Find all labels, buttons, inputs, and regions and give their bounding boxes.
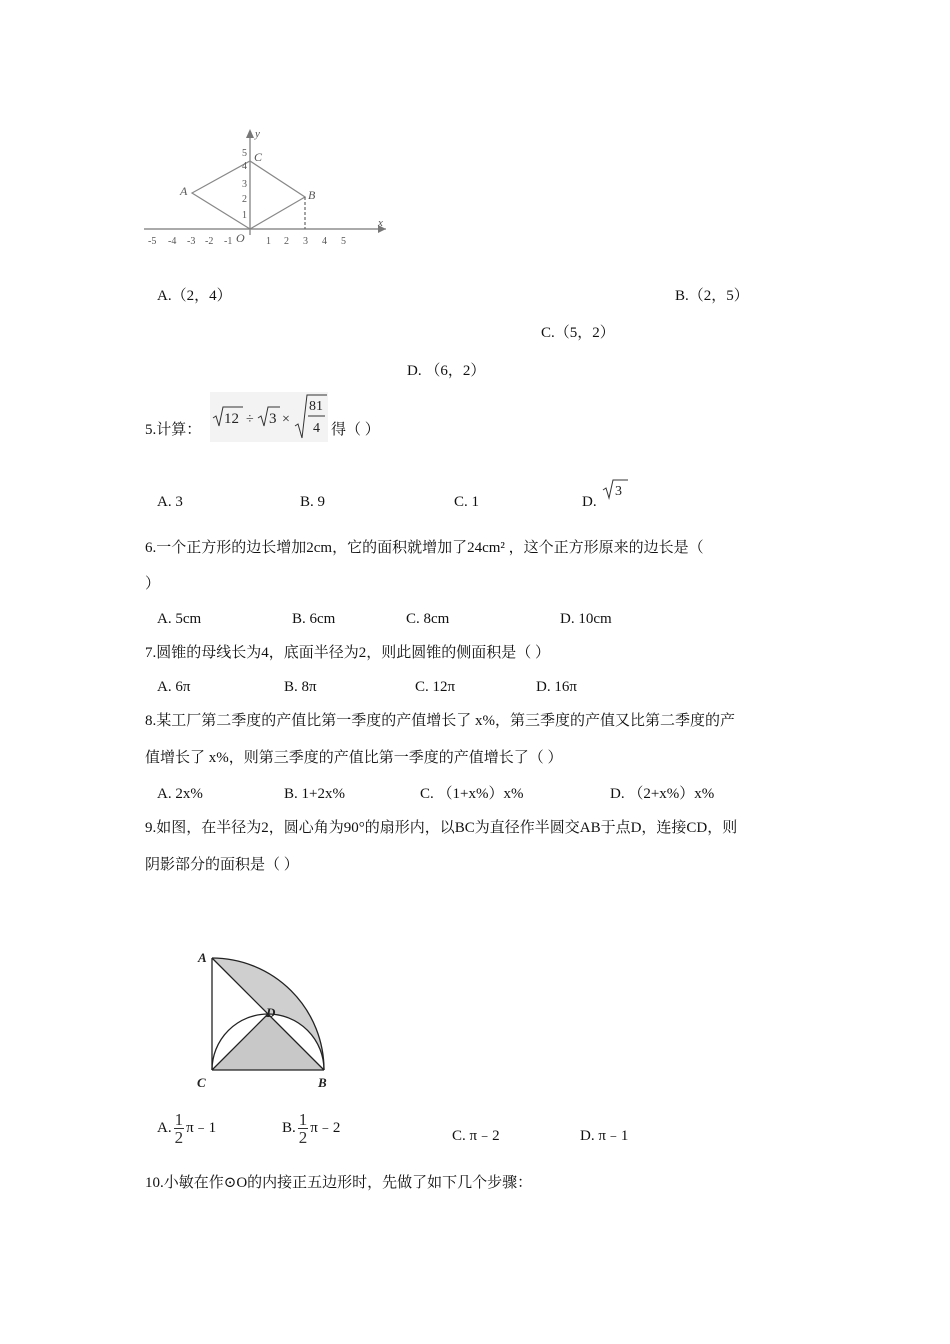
point-a-label: A: [198, 950, 207, 965]
q6-option-a: A. 5cm: [157, 611, 202, 627]
option-label: A.: [157, 1120, 172, 1136]
q7-option-d: D. 16π: [536, 679, 577, 695]
q6-text-line2: ）: [145, 576, 161, 592]
coordinate-figure: [140, 125, 390, 250]
q5-prefix: 5.计算：: [145, 422, 202, 438]
q7-option-b: B. 8π: [284, 679, 317, 695]
q8-option-a: A. 2x%: [157, 786, 203, 802]
q9-text-line2: 阴影部分的面积是（ ）: [145, 857, 299, 873]
y-tick-5: 5: [242, 148, 247, 159]
sqrt-3-radicand: 3: [615, 484, 622, 499]
origin-label: O: [236, 231, 245, 245]
q6-text-line1: 6.一个正方形的边长增加2cm，它的面积就增加了24cm² ，这个正方形原来的边长是（: [145, 540, 704, 556]
q4-option-b: B.（2，5）: [675, 288, 749, 304]
q9-text-line1: 9.如图，在半径为2，圆心角为90°的扇形内，以BC为直径作半圆交AB于点D，连接CD，则: [145, 820, 738, 836]
y-tick-4: 4: [242, 161, 247, 172]
y-axis-arrow: [246, 129, 254, 138]
x-tick-neg3: -3: [187, 236, 196, 247]
x-tick-1: 1: [266, 236, 271, 247]
q5-option-a: A. 3: [157, 494, 183, 510]
q9-option-c: C. π﹣2: [452, 1128, 500, 1144]
point-c-label: C: [254, 150, 263, 164]
divide-sign: ÷: [246, 412, 254, 427]
x-tick-neg1: -1: [224, 236, 233, 247]
x-tick-4: 4: [322, 236, 327, 247]
y-tick-2: 2: [242, 194, 247, 205]
x-tick-neg2: -2: [205, 236, 214, 247]
q5-option-d: D.: [582, 494, 597, 510]
option-tail: π﹣1: [186, 1120, 217, 1136]
option-label: B.: [282, 1120, 296, 1136]
point-c-label: C: [197, 1075, 206, 1090]
sector-figure: [190, 945, 340, 1090]
x-tick-neg4: -4: [168, 236, 177, 247]
x-axis-label: x: [378, 217, 383, 229]
q7-option-a: A. 6π: [157, 679, 191, 695]
q9-option-a: [157, 1108, 216, 1148]
sqrt-3-radicand: 3: [269, 411, 277, 427]
y-axis-label: y: [255, 128, 260, 140]
q4-option-c: C.（5，2）: [541, 325, 615, 341]
fraction-one-half: $\frac{1}{2}$: [174, 1110, 184, 1148]
q4-option-a: A.（2，4）: [157, 288, 232, 304]
q5-option-b: B. 9: [300, 494, 326, 510]
q4-option-d: D. （6，2）: [407, 363, 486, 379]
y-tick-3: 3: [242, 179, 247, 190]
rhombus-abco: [192, 161, 305, 229]
point-b-label: B: [318, 1075, 327, 1090]
fraction-denominator: 4: [313, 421, 320, 436]
q5-formula: [210, 392, 328, 442]
sqrt-12-radicand: 12: [224, 411, 239, 427]
q7-text: 7.圆锥的母线长为4，底面半径为2，则此圆锥的侧面积是（ ）: [145, 645, 551, 661]
q8-text-line1: 8.某工厂第二季度的产值比第一季度的产值增长了 x%，第三季度的产值又比第二季度的产: [145, 713, 735, 729]
q8-option-d: D. （2+x%）x%: [610, 786, 715, 802]
y-tick-1: 1: [242, 210, 247, 221]
x-tick-5: 5: [341, 236, 346, 247]
q5-option-c: C. 1: [454, 494, 480, 510]
x-tick-neg5: -5: [148, 236, 157, 247]
q8-option-c: C. （1+x%）x%: [420, 786, 524, 802]
q9-option-b: [282, 1108, 340, 1148]
q6-option-c: C. 8cm: [406, 611, 450, 627]
q6-option-d: D. 10cm: [560, 611, 612, 627]
q10-text: 10.小敏在作⊙O的内接正五边形时，先做了如下几个步骤：: [145, 1175, 533, 1191]
q8-option-b: B. 1+2x%: [284, 786, 345, 802]
times-sign: ×: [282, 412, 290, 427]
fraction-one-half: $\frac{1}{2}$: [298, 1110, 308, 1148]
q5-suffix: 得（ ）: [331, 422, 380, 438]
q9-option-d: D. π﹣1: [580, 1128, 629, 1144]
point-d-label: D: [266, 1005, 276, 1020]
q5-option-d-sqrt: [602, 477, 630, 501]
q6-option-b: B. 6cm: [292, 611, 336, 627]
fraction-numerator: 81: [309, 399, 323, 414]
q7-option-c: C. 12π: [415, 679, 456, 695]
x-tick-3: 3: [303, 236, 308, 247]
point-b-label: B: [308, 188, 316, 202]
q5-formula-svg: [210, 392, 328, 442]
x-tick-2: 2: [284, 236, 289, 247]
point-a-label: A: [180, 184, 188, 198]
option-tail: π﹣2: [310, 1120, 341, 1136]
q8-text-line2: 值增长了 x%，则第三季度的产值比第一季度的产值增长了（ ）: [145, 750, 563, 766]
